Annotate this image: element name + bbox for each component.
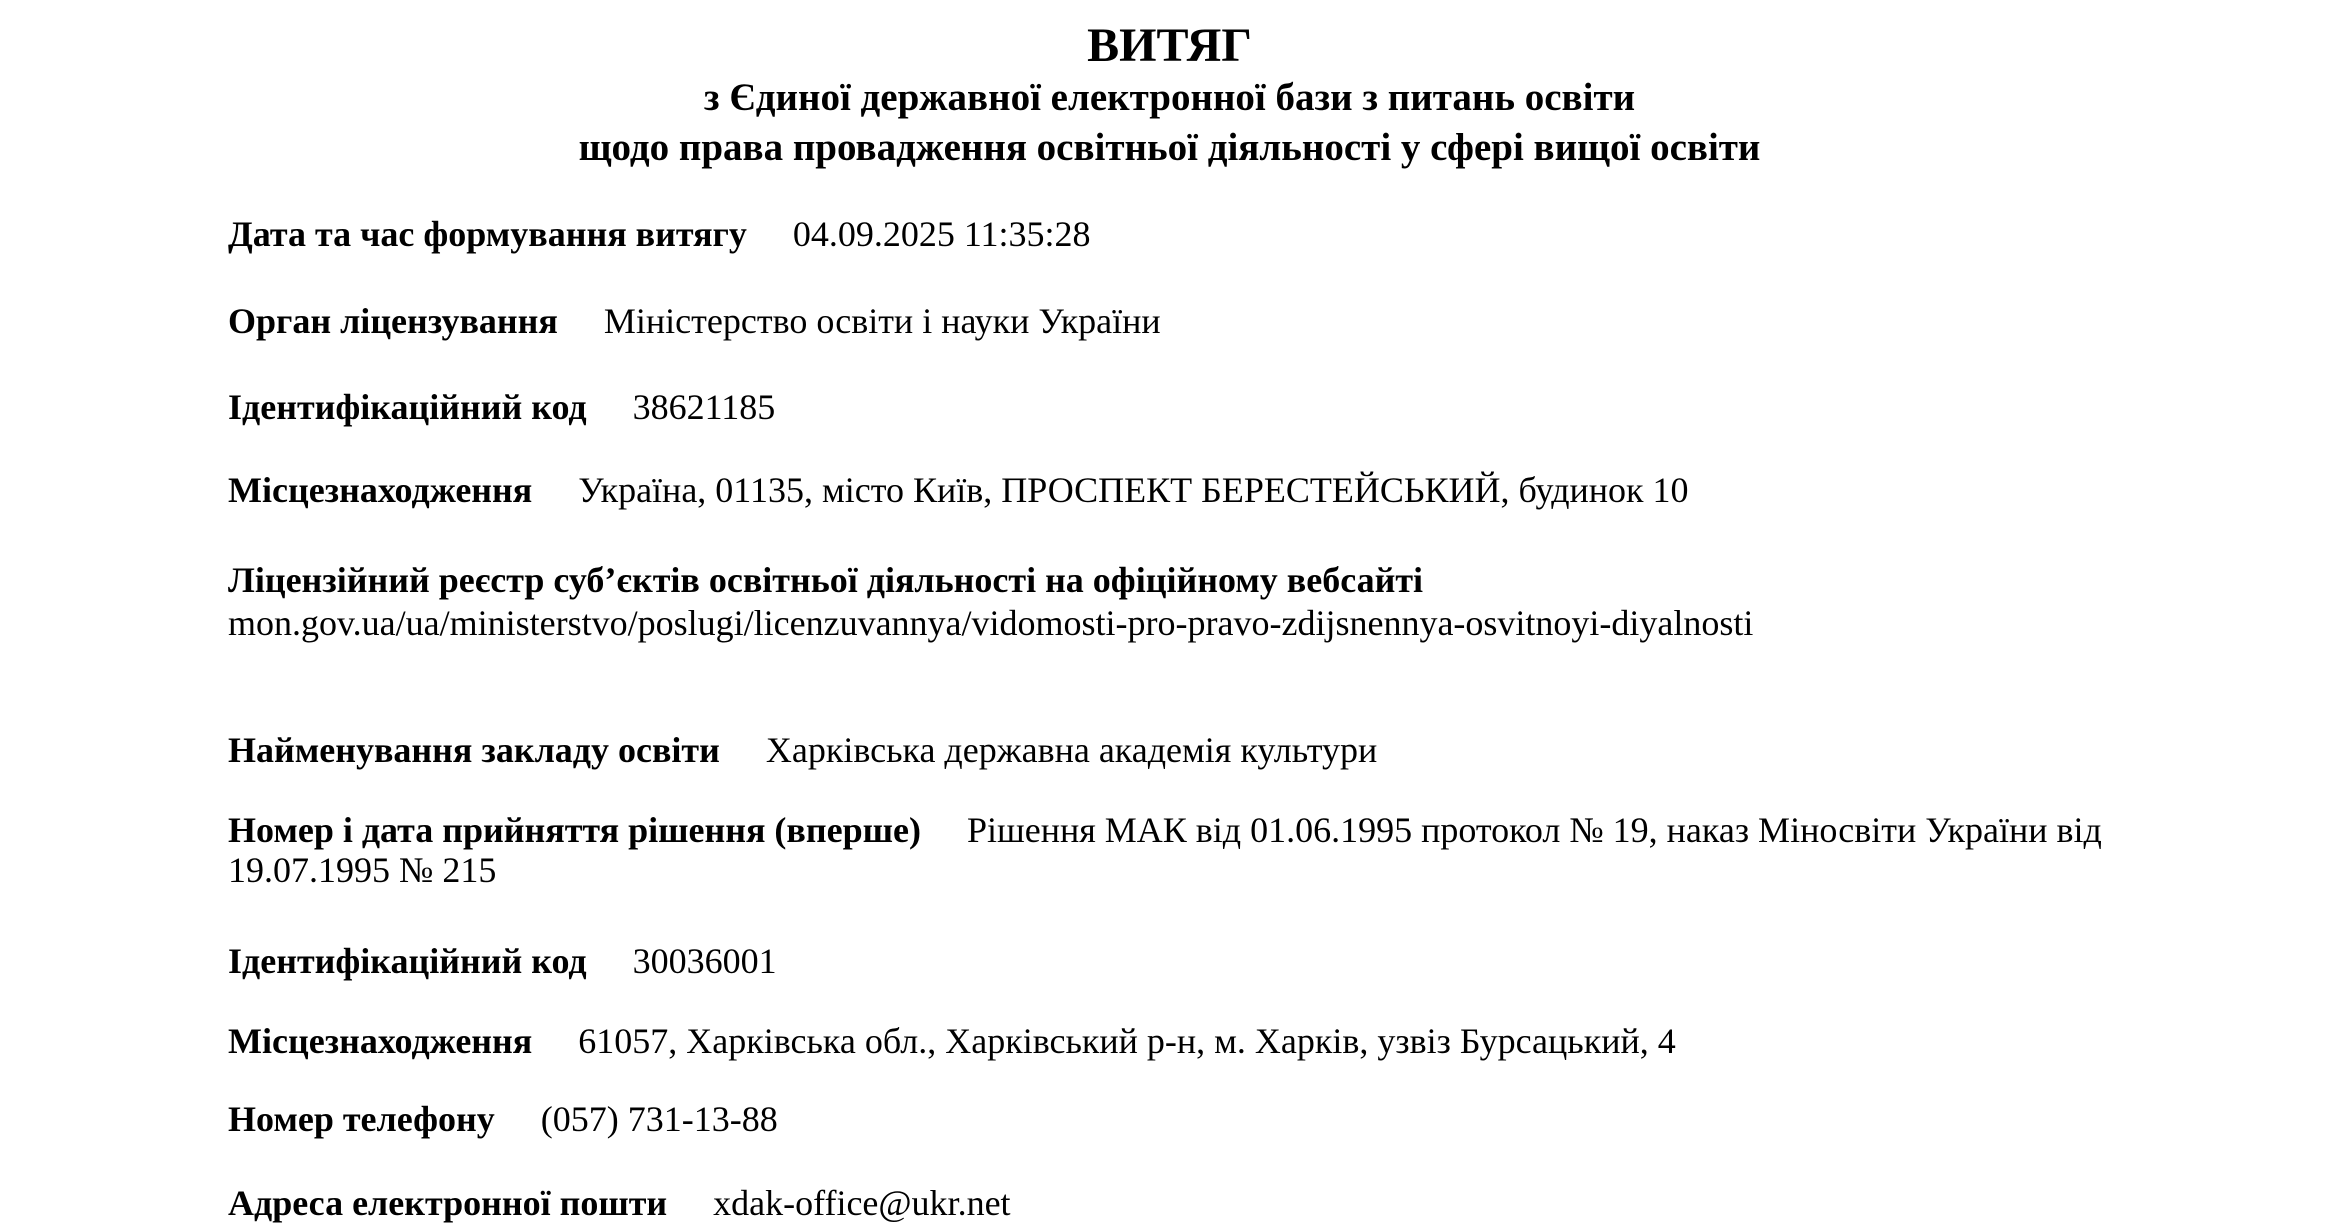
authority-code-label: Ідентифікаційний код bbox=[228, 387, 587, 427]
institution-phone-value: (057) 731-13-88 bbox=[540, 1099, 778, 1139]
decision-value: Рішення МАК від 01.06.1995 протокол № 19, наказ Міносвіти України від 19.07.1995 № 215 bbox=[228, 810, 2102, 890]
extract-datetime-field bbox=[228, 214, 2188, 254]
decision-field bbox=[228, 810, 2108, 890]
institution-email-label: Адреса електронної пошти bbox=[228, 1183, 668, 1223]
institution-name-value: Харківська державна академія культури bbox=[765, 730, 1378, 770]
license-registry-url-text: mon.gov.ua/ua/ministerstvo/poslugi/licenzuvannya/vidomosti-pro-pravo-zdijsnennya-osvitnoyi-diyalnosti bbox=[228, 603, 1754, 643]
authority-code-value: 38621185 bbox=[632, 387, 776, 427]
institution-location-field bbox=[228, 1021, 2188, 1061]
institution-code-field bbox=[228, 941, 2188, 981]
licensing-authority-label: Орган ліцензування bbox=[228, 301, 558, 341]
institution-name-field bbox=[228, 730, 2188, 770]
institution-email-value: xdak-office@ukr.net bbox=[713, 1183, 1011, 1223]
decision-label: Номер і дата прийняття рішення (вперше) bbox=[228, 810, 921, 850]
institution-email-field bbox=[228, 1183, 2188, 1223]
institution-name-label: Найменування закладу освіти bbox=[228, 730, 720, 770]
document-title: ВИТЯГ bbox=[1087, 19, 1252, 72]
institution-location-value: 61057, Харківська обл., Харківський р-н, м. Харків, узвіз Бурсацький, 4 bbox=[578, 1021, 1676, 1061]
licensing-authority-value: Міністерство освіти і науки України bbox=[603, 301, 1161, 341]
institution-phone-field bbox=[228, 1099, 2188, 1139]
authority-location-field bbox=[228, 470, 2188, 510]
license-registry-label bbox=[228, 560, 2188, 600]
authority-location-value: Україна, 01135, місто Київ, ПРОСПЕКТ БЕРЕСТЕЙСЬКИЙ, будинок 10 bbox=[578, 470, 1689, 510]
institution-code-label: Ідентифікаційний код bbox=[228, 941, 587, 981]
licensing-authority-field bbox=[228, 301, 2188, 341]
document-subtitle-line-1: з Єдиної державної електронної бази з питань освіти bbox=[703, 76, 1636, 119]
authority-location-label: Місцезнаходження bbox=[228, 470, 533, 510]
document-subtitle-line-2: щодо права провадження освітньої діяльності у сфері вищої освіти bbox=[578, 126, 1761, 169]
extract-datetime-value: 04.09.2025 11:35:28 bbox=[792, 214, 1091, 254]
extract-datetime-label: Дата та час формування витягу bbox=[228, 214, 747, 254]
license-registry-url bbox=[228, 603, 2188, 643]
institution-phone-label: Номер телефону bbox=[228, 1099, 495, 1139]
authority-code-field bbox=[228, 387, 2188, 427]
license-registry-label-text: Ліцензійний реєстр суб’єктів освітньої діяльності на офіційному вебсайті bbox=[228, 560, 1424, 600]
institution-code-value: 30036001 bbox=[632, 941, 777, 981]
institution-location-label: Місцезнаходження bbox=[228, 1021, 533, 1061]
